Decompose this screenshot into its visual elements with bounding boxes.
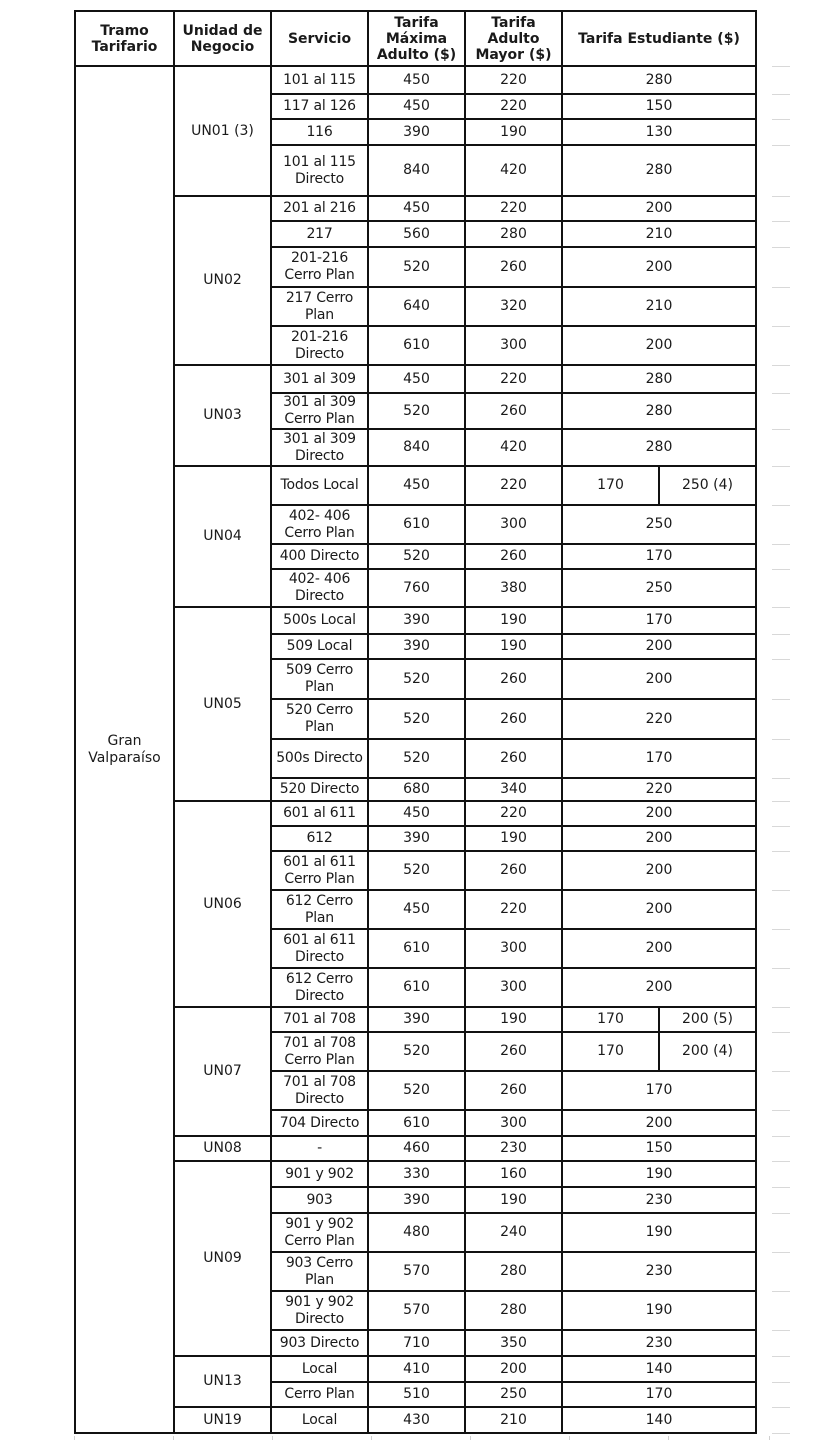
student-fare: 200 [562, 890, 756, 929]
student-fare: 250 [562, 505, 756, 544]
senior-fare: 280 [465, 221, 562, 247]
max-adult-fare: 460 [368, 1136, 465, 1161]
student-fare: 200 [562, 968, 756, 1007]
max-adult-fare: 610 [368, 968, 465, 1007]
service-cell: 509 Cerro Plan [271, 659, 368, 699]
max-adult-fare: 520 [368, 544, 465, 569]
student-fare: 170 [562, 1007, 659, 1032]
student-fare: 220 [562, 778, 756, 801]
student-fare: 170 [562, 1071, 756, 1110]
gridline [74, 1436, 75, 1440]
unit-cell: UN07 [174, 1007, 271, 1136]
max-adult-fare: 840 [368, 145, 465, 196]
max-adult-fare: 610 [368, 326, 465, 365]
max-adult-fare: 480 [368, 1213, 465, 1252]
service-cell: 704 Directo [271, 1110, 368, 1136]
service-cell: 201-216 Cerro Plan [271, 247, 368, 287]
table-row [75, 66, 756, 94]
senior-fare: 190 [465, 634, 562, 659]
gridline [772, 1213, 790, 1214]
student-fare: 200 [562, 801, 756, 826]
service-cell: Local [271, 1407, 368, 1433]
gridline [772, 699, 790, 700]
senior-fare: 280 [465, 1252, 562, 1291]
service-cell: Todos Local [271, 466, 368, 505]
senior-fare: 200 [465, 1356, 562, 1382]
max-adult-fare: 610 [368, 929, 465, 968]
service-cell: 903 Cerro Plan [271, 1252, 368, 1291]
gridline [772, 505, 790, 506]
senior-fare: 190 [465, 1007, 562, 1032]
service-cell: 301 al 309 Directo [271, 429, 368, 466]
table-row [75, 466, 756, 505]
student-fare: 220 [562, 699, 756, 739]
gridline [772, 1161, 790, 1162]
gridline [772, 929, 790, 930]
senior-fare: 280 [465, 1291, 562, 1330]
table-row [75, 196, 756, 221]
max-adult-fare: 520 [368, 247, 465, 287]
service-cell: 217 [271, 221, 368, 247]
gridline [272, 1436, 273, 1440]
student-fare: 190 [562, 1291, 756, 1330]
gridline [371, 1436, 372, 1440]
max-adult-fare: 390 [368, 1187, 465, 1213]
service-cell: 400 Directo [271, 544, 368, 569]
unit-cell: UN03 [174, 365, 271, 466]
senior-fare: 380 [465, 569, 562, 607]
senior-fare: 300 [465, 1110, 562, 1136]
table-row [75, 801, 756, 826]
gridline [772, 1071, 790, 1072]
service-cell: 903 Directo [271, 1330, 368, 1356]
service-cell: 301 al 309 [271, 365, 368, 393]
max-adult-fare: 390 [368, 1007, 465, 1032]
gridline [772, 287, 790, 288]
senior-fare: 260 [465, 659, 562, 699]
service-cell: 201 al 216 [271, 196, 368, 221]
gridline [772, 466, 790, 467]
student-fare-alt: 200 (5) [659, 1007, 756, 1032]
gridline [772, 1110, 790, 1111]
gridline [772, 544, 790, 545]
senior-fare: 220 [465, 66, 562, 94]
gridline [772, 634, 790, 635]
gridline [772, 1407, 790, 1408]
senior-fare: 230 [465, 1136, 562, 1161]
service-cell: 901 y 902 Directo [271, 1291, 368, 1330]
gridline [569, 1436, 570, 1440]
gridline [772, 1032, 790, 1033]
unit-cell: UN08 [174, 1136, 271, 1161]
gridline [772, 196, 790, 197]
senior-fare: 260 [465, 739, 562, 778]
service-cell: - [271, 1136, 368, 1161]
student-fare: 170 [562, 607, 756, 634]
max-adult-fare: 390 [368, 119, 465, 145]
service-cell: 612 Cerro Directo [271, 968, 368, 1007]
table-row [75, 1161, 756, 1187]
senior-fare: 260 [465, 699, 562, 739]
tramo-cell: Gran Valparaíso [75, 66, 174, 1433]
service-cell: 402- 406 Cerro Plan [271, 505, 368, 544]
student-fare: 230 [562, 1252, 756, 1291]
student-fare: 250 [562, 569, 756, 607]
senior-fare: 240 [465, 1213, 562, 1252]
gridline [772, 778, 790, 779]
gridline [668, 1436, 669, 1440]
service-cell: 116 [271, 119, 368, 145]
student-fare: 230 [562, 1330, 756, 1356]
gridline [772, 1356, 790, 1357]
student-fare: 170 [562, 1382, 756, 1407]
service-cell: 612 Cerro Plan [271, 890, 368, 929]
max-adult-fare: 520 [368, 1032, 465, 1071]
gridline [772, 1433, 790, 1434]
service-cell: 201-216 Directo [271, 326, 368, 365]
max-adult-fare: 510 [368, 1382, 465, 1407]
gridline [772, 247, 790, 248]
max-adult-fare: 450 [368, 94, 465, 119]
unit-cell: UN04 [174, 466, 271, 607]
senior-fare: 190 [465, 607, 562, 634]
service-cell: 402- 406 Directo [271, 569, 368, 607]
header-adulto-mayor: Tarifa Adulto Mayor ($) [465, 11, 562, 66]
service-cell: 217 Cerro Plan [271, 287, 368, 326]
service-cell: 903 [271, 1187, 368, 1213]
service-cell: 301 al 309 Cerro Plan [271, 393, 368, 429]
senior-fare: 320 [465, 287, 562, 326]
gridline [772, 569, 790, 570]
max-adult-fare: 570 [368, 1252, 465, 1291]
service-cell: 601 al 611 Directo [271, 929, 368, 968]
student-fare: 170 [562, 544, 756, 569]
table-row [75, 365, 756, 393]
senior-fare: 190 [465, 119, 562, 145]
service-cell: 101 al 115 Directo [271, 145, 368, 196]
senior-fare: 300 [465, 326, 562, 365]
gridline [772, 968, 790, 969]
senior-fare: 220 [465, 466, 562, 505]
max-adult-fare: 520 [368, 659, 465, 699]
unit-cell: UN09 [174, 1161, 271, 1356]
senior-fare: 260 [465, 247, 562, 287]
senior-fare: 210 [465, 1407, 562, 1433]
gridline [772, 826, 790, 827]
student-fare: 170 [562, 739, 756, 778]
unit-cell: UN02 [174, 196, 271, 365]
service-cell: 701 al 708 Cerro Plan [271, 1032, 368, 1071]
gridline [772, 1330, 790, 1331]
senior-fare: 300 [465, 929, 562, 968]
max-adult-fare: 520 [368, 393, 465, 429]
service-cell: 520 Cerro Plan [271, 699, 368, 739]
student-fare: 280 [562, 393, 756, 429]
max-adult-fare: 610 [368, 1110, 465, 1136]
max-adult-fare: 570 [368, 1291, 465, 1330]
senior-fare: 420 [465, 145, 562, 196]
service-cell: 117 al 126 [271, 94, 368, 119]
student-fare: 200 [562, 247, 756, 287]
senior-fare: 260 [465, 1032, 562, 1071]
senior-fare: 260 [465, 851, 562, 890]
service-cell: 612 [271, 826, 368, 851]
gridline [769, 1436, 770, 1440]
gridline [772, 66, 790, 67]
student-fare: 200 [562, 659, 756, 699]
senior-fare: 260 [465, 393, 562, 429]
senior-fare: 350 [465, 1330, 562, 1356]
student-fare: 190 [562, 1161, 756, 1187]
student-fare: 200 [562, 634, 756, 659]
gridline [772, 1382, 790, 1383]
senior-fare: 340 [465, 778, 562, 801]
gridline [772, 94, 790, 95]
service-cell: 601 al 611 [271, 801, 368, 826]
student-fare: 230 [562, 1187, 756, 1213]
student-fare: 190 [562, 1213, 756, 1252]
table-row [75, 1356, 756, 1382]
gridline [772, 607, 790, 608]
unit-cell: UN06 [174, 801, 271, 1007]
max-adult-fare: 450 [368, 196, 465, 221]
service-cell: 509 Local [271, 634, 368, 659]
service-cell: 101 al 115 [271, 66, 368, 94]
max-adult-fare: 430 [368, 1407, 465, 1433]
max-adult-fare: 840 [368, 429, 465, 466]
unit-cell: UN19 [174, 1407, 271, 1433]
service-cell: Cerro Plan [271, 1382, 368, 1407]
max-adult-fare: 410 [368, 1356, 465, 1382]
unit-cell: UN13 [174, 1356, 271, 1407]
student-fare: 130 [562, 119, 756, 145]
senior-fare: 300 [465, 505, 562, 544]
service-cell: 701 al 708 [271, 1007, 368, 1032]
max-adult-fare: 760 [368, 569, 465, 607]
service-cell: 601 al 611 Cerro Plan [271, 851, 368, 890]
max-adult-fare: 520 [368, 1071, 465, 1110]
max-adult-fare: 390 [368, 634, 465, 659]
header-max-adulto: Tarifa Máxima Adulto ($) [368, 11, 465, 66]
header-row [75, 11, 756, 66]
senior-fare: 220 [465, 801, 562, 826]
header-servicio: Servicio [271, 11, 368, 66]
student-fare: 150 [562, 1136, 756, 1161]
max-adult-fare: 710 [368, 1330, 465, 1356]
max-adult-fare: 560 [368, 221, 465, 247]
gridline [772, 1136, 790, 1137]
service-cell: 520 Directo [271, 778, 368, 801]
senior-fare: 220 [465, 890, 562, 929]
gridline [772, 429, 790, 430]
senior-fare: 190 [465, 826, 562, 851]
senior-fare: 160 [465, 1161, 562, 1187]
student-fare: 200 [562, 326, 756, 365]
student-fare-alt: 250 (4) [659, 466, 756, 505]
student-fare: 280 [562, 145, 756, 196]
senior-fare: 190 [465, 1187, 562, 1213]
max-adult-fare: 450 [368, 801, 465, 826]
gridline [772, 119, 790, 120]
service-cell: 500s Local [271, 607, 368, 634]
max-adult-fare: 390 [368, 607, 465, 634]
student-fare: 200 [562, 1110, 756, 1136]
max-adult-fare: 610 [368, 505, 465, 544]
max-adult-fare: 640 [368, 287, 465, 326]
senior-fare: 260 [465, 1071, 562, 1110]
student-fare: 280 [562, 66, 756, 94]
student-fare: 200 [562, 851, 756, 890]
gridline [772, 145, 790, 146]
table-row [75, 607, 756, 634]
unit-cell: UN01 (3) [174, 66, 271, 196]
max-adult-fare: 450 [368, 466, 465, 505]
table-row [75, 1136, 756, 1161]
max-adult-fare: 520 [368, 699, 465, 739]
max-adult-fare: 680 [368, 778, 465, 801]
senior-fare: 260 [465, 544, 562, 569]
student-fare: 200 [562, 929, 756, 968]
max-adult-fare: 330 [368, 1161, 465, 1187]
max-adult-fare: 520 [368, 851, 465, 890]
gridline [470, 1436, 471, 1440]
gridline [772, 1252, 790, 1253]
student-fare: 200 [562, 196, 756, 221]
gridline [772, 659, 790, 660]
header-estudiante: Tarifa Estudiante ($) [562, 11, 756, 66]
gridline [772, 365, 790, 366]
max-adult-fare: 450 [368, 890, 465, 929]
gridline [772, 326, 790, 327]
student-fare: 210 [562, 221, 756, 247]
gridline [772, 393, 790, 394]
max-adult-fare: 450 [368, 365, 465, 393]
student-fare: 280 [562, 429, 756, 466]
senior-fare: 220 [465, 94, 562, 119]
gridline [173, 1436, 174, 1440]
student-fare-alt: 200 (4) [659, 1032, 756, 1071]
unit-cell: UN05 [174, 607, 271, 801]
student-fare: 280 [562, 365, 756, 393]
service-cell: 500s Directo [271, 739, 368, 778]
student-fare: 140 [562, 1407, 756, 1433]
table-row [75, 1007, 756, 1032]
gridline [772, 1291, 790, 1292]
senior-fare: 300 [465, 968, 562, 1007]
student-fare: 210 [562, 287, 756, 326]
gridline [772, 801, 790, 802]
senior-fare: 420 [465, 429, 562, 466]
gridline [772, 1007, 790, 1008]
senior-fare: 220 [465, 196, 562, 221]
student-fare: 170 [562, 466, 659, 505]
header-unidad: Unidad de Negocio [174, 11, 271, 66]
senior-fare: 220 [465, 365, 562, 393]
fare-table [74, 10, 757, 1434]
table-row [75, 1407, 756, 1433]
student-fare: 140 [562, 1356, 756, 1382]
service-cell: 901 y 902 Cerro Plan [271, 1213, 368, 1252]
student-fare: 200 [562, 826, 756, 851]
student-fare: 150 [562, 94, 756, 119]
gridline [772, 739, 790, 740]
max-adult-fare: 520 [368, 739, 465, 778]
service-cell: Local [271, 1356, 368, 1382]
gridline [772, 890, 790, 891]
service-cell: 701 al 708 Directo [271, 1071, 368, 1110]
header-tramo: Tramo Tarifario [75, 11, 174, 66]
gridline [772, 221, 790, 222]
service-cell: 901 y 902 [271, 1161, 368, 1187]
gridline [772, 1187, 790, 1188]
senior-fare: 250 [465, 1382, 562, 1407]
max-adult-fare: 450 [368, 66, 465, 94]
student-fare: 170 [562, 1032, 659, 1071]
gridline [772, 851, 790, 852]
max-adult-fare: 390 [368, 826, 465, 851]
